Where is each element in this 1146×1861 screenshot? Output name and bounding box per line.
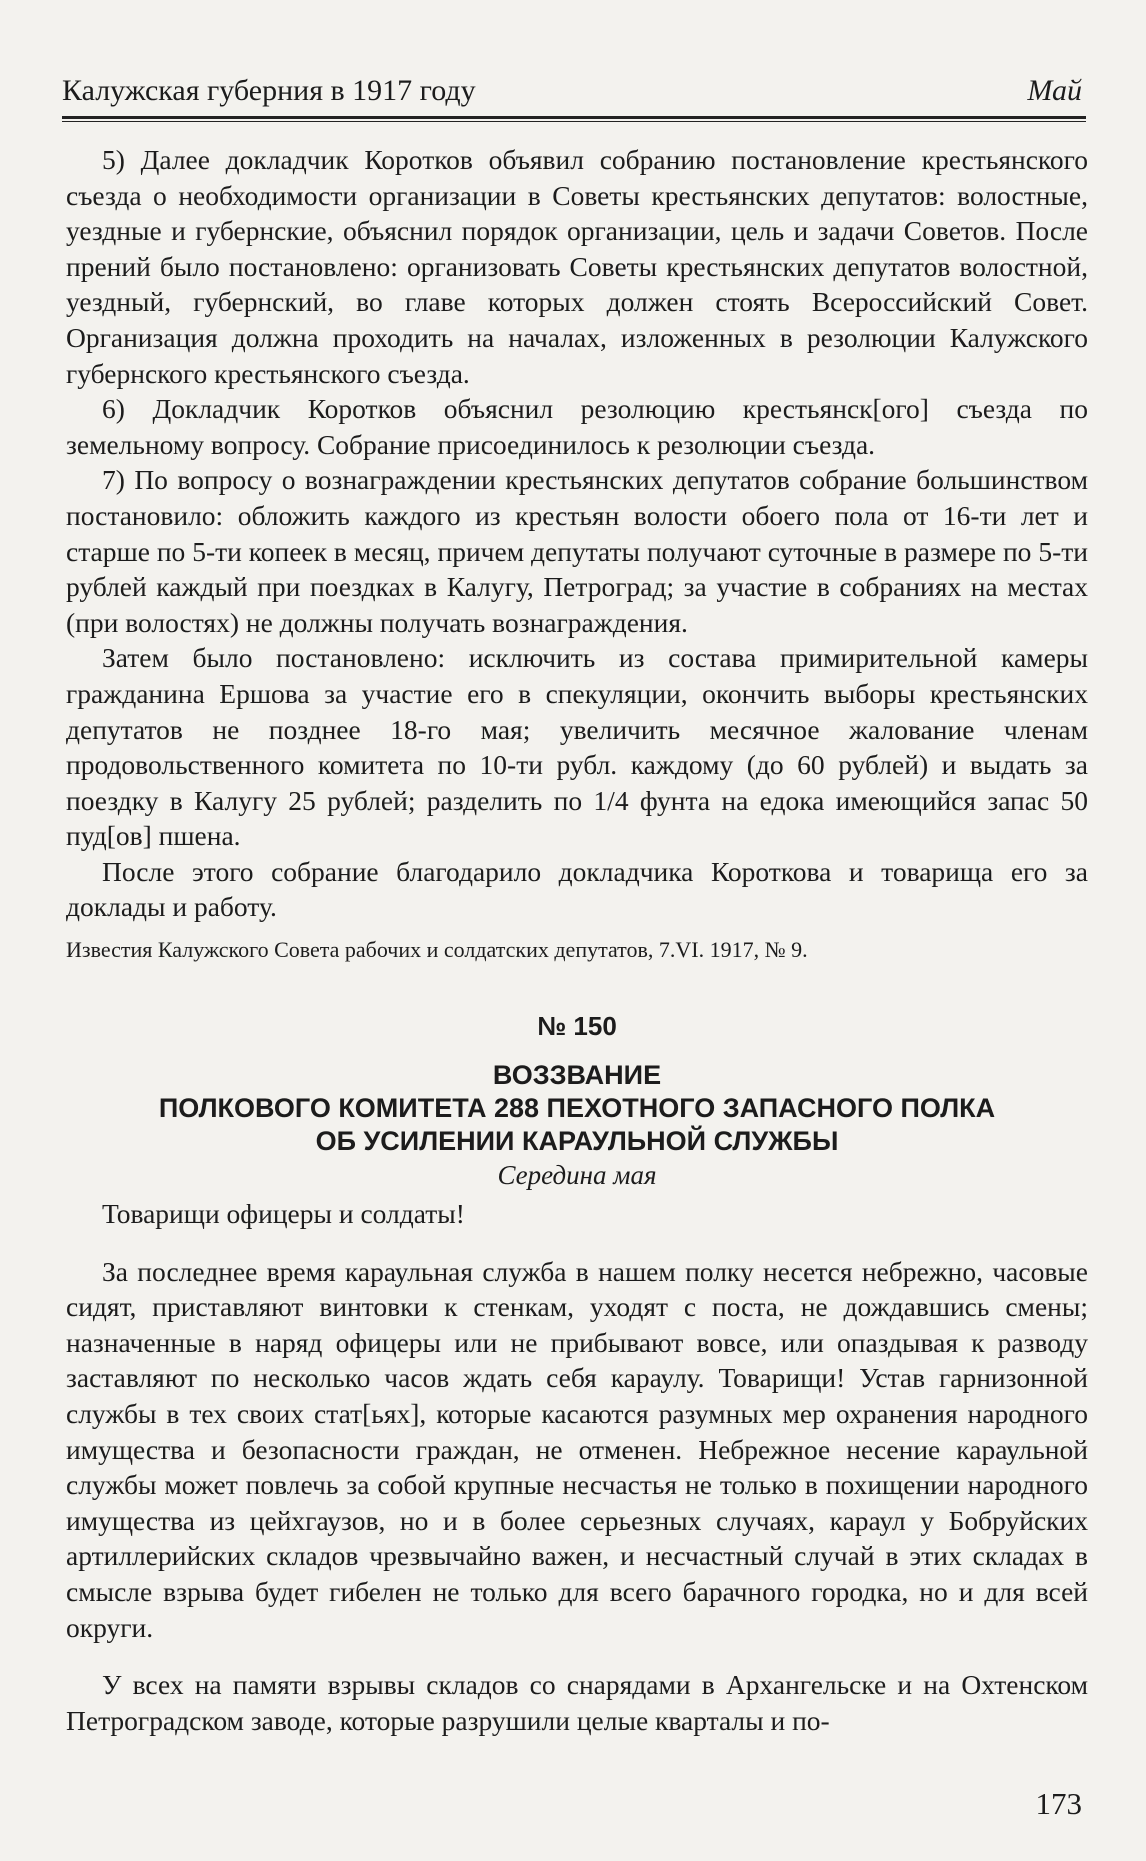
paragraph: После этого собрание благодарило докладчика Короткова и товарища его за доклады и работу. — [66, 855, 1088, 923]
paragraph: У всех на памяти взрывы складов со снарядами в Архангельске и на Охтенском Петроградском заводе, которые разрушили целые кварталы и по- — [66, 1669, 1088, 1736]
paragraph: За последнее время караульная служба в нашем полку несется небрежно, часовые сидят, приставляют винтовки к стенкам, уходят с поста, не дождавшись смены; назначенные в наряд офицеры или не прибывают вовсе, или опаздывая к разводу заставляют по несколько часов ждать себя караулу. Товарищи! Устав гарнизонной службы в тех своих стат[ьях], которые касаются разумных мер охранения народного имущества и безопасности граждан, не отменен. Небрежное несение караульной службы может повлечь за собой крупные несчастья не только в похищении народного имущества из цейхгаузов, но и в более серьезных случаях, караул у Бобруйских артиллерийских складов чрезвычайно важен, и несчастный случай в этих складах в смысле взрыва будет гибелен не только для всего барачного городка, но и для всей округи. — [66, 1255, 1088, 1643]
source-citation: Известия Калужского Совета рабочих и солдатских депутатов, 7.VI. 1917, № 9. — [66, 937, 808, 963]
page-number: 173 — [1035, 1786, 1082, 1821]
greeting: Товарищи офицеры и солдаты! — [102, 1198, 465, 1230]
paragraph: Затем было постановлено: исключить из состава примирительной камеры гражданина Ершова за участие его в спекуляции, окончить выборы крестьянских депутатов не позднее 18-го мая; увеличить месячное жалование членам продовольственного комитета по 10-ти рубл. каждому (до 60 рублей) и выдать за поездку в Калугу 25 рублей; разделить по 1/4 фунта на едока имеющийся запас 50 пуд[ов] пшена. — [66, 642, 1088, 852]
page-body — [66, 142, 1088, 1738]
paragraph: 6) Докладчик Коротков объяснил резолюцию крестьянск[ого] съезда по земельному вопросу. Собрание присоединилось к резолюции съезда. — [66, 393, 1088, 460]
title-line: ОБ УСИЛЕНИИ КАРАУЛЬНОЙ СЛУЖБЫ — [315, 1126, 839, 1157]
document-title — [66, 1059, 1088, 1158]
title-line: ВОЗЗВАНИЕ — [492, 1060, 662, 1091]
running-title: Калужская губерния в 1917 году — [62, 74, 476, 107]
paragraph: 5) Далее докладчик Коротков объявил собранию постановление крестьянского съезда о необходимости организации в Советы крестьянских депутатов: волостные, уездные и губернские, объяснил порядок организации, цель и задачи Советов. После прений было постановлено: организовать Советы крестьянских депутатов волостной, уездный, губернский, во главе которых должен стоять Всероссийский Совет. Организация должна проходить на началах, изложенных в резолюции Калужского губернского крестьянского съезда. — [66, 144, 1088, 389]
section-label: Май — [1027, 74, 1082, 107]
paragraph: 7) По вопросу о вознаграждении крестьянских депутатов собрание большинством постановило: обложить каждого из крестьян волости обоего пола от 16-ти лет и старше по 5-ти копеек в месяц, причем депутаты получают суточные в размере по 5-ти рублей каждый при поездках в Калугу, Петроград; за участие в собраниях на местах (при волостях) не должны получать вознаграждения. — [66, 464, 1088, 638]
title-line: ПОЛКОВОГО КОМИТЕТА 288 ПЕХОТНОГО ЗАПАСНОГО ПОЛКА — [158, 1093, 996, 1124]
header-rule-thin — [62, 121, 1086, 122]
document-number: № 150 — [537, 1011, 617, 1042]
header-rule-thick — [62, 116, 1086, 119]
running-header — [62, 68, 1086, 112]
document-date: Середина мая — [497, 1160, 657, 1191]
